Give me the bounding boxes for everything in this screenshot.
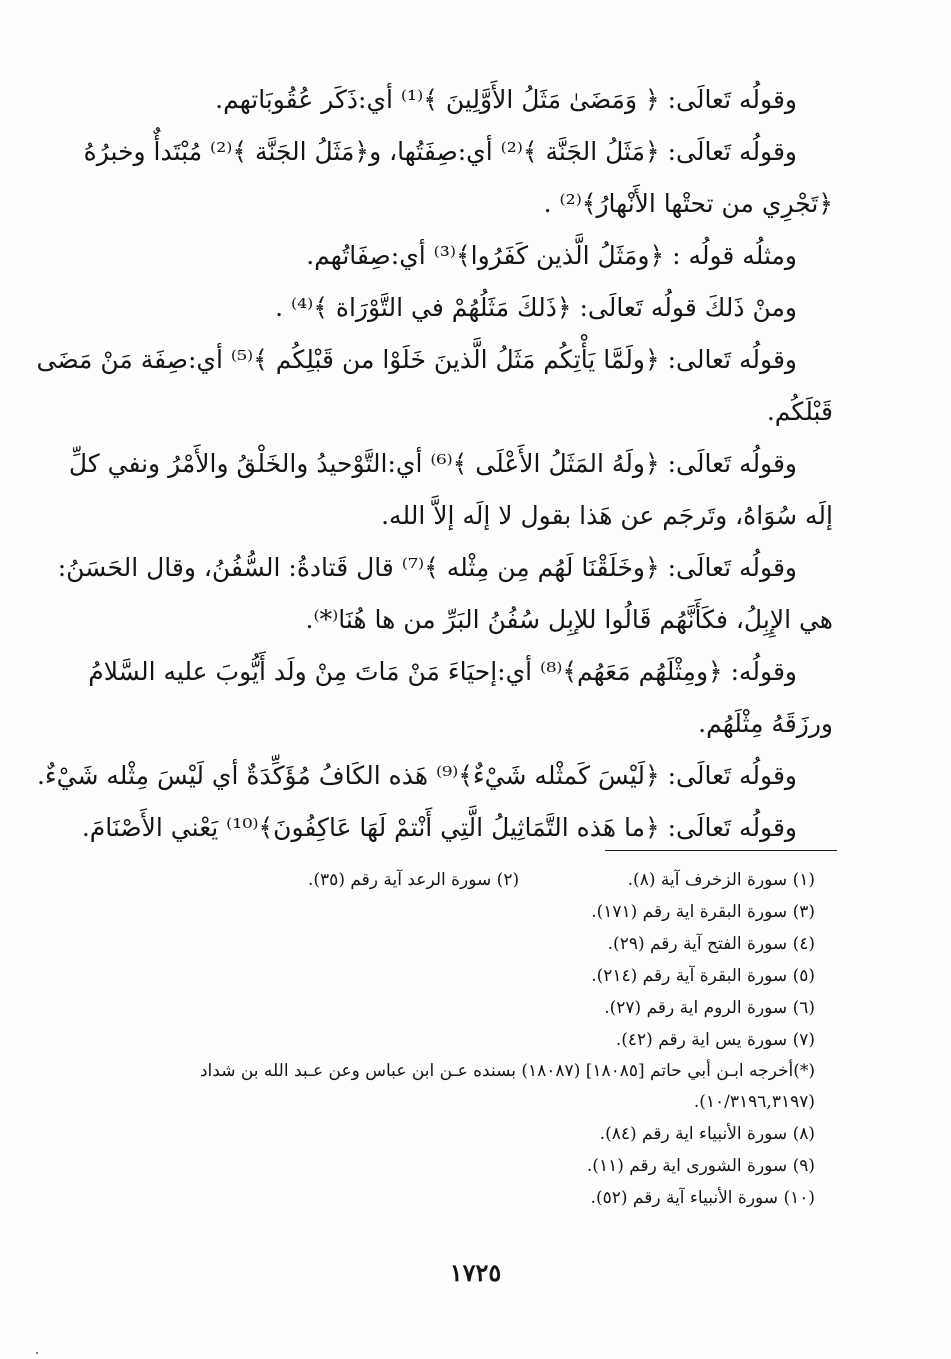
- footnote-3: (٣) سورة البقرة اية رقم (١٧١).: [591, 902, 815, 922]
- text-line-13: ورزَقَهُ مِثْلَهُم.: [698, 709, 833, 738]
- main-text: [36, 74, 833, 854]
- text-line-7: قَبْلَكُم.: [766, 397, 833, 426]
- footnote-4: (٤) سورة الفتح آية رقم (٢٩).: [607, 934, 815, 954]
- footnote-10: (١٠) سورة الأنبياء آية رقم (٥٢).: [590, 1188, 815, 1208]
- footnote-2: (٢) سورة الرعد آية رقم (٣٥).: [308, 870, 520, 890]
- footnote-5: (٥) سورة البقرة آية رقم (٢١٤).: [591, 966, 815, 986]
- text-line-15: وقولُه تَعالَى: ﴿ما هَذه التَّمَاثِيلُ الَّتِي أَنْتمْ لَهَا عَاكِفُونَ﴾⁽¹⁰⁾ يَعْني الأَصْنَامَ.: [81, 813, 797, 842]
- footnote-star: (*)أخرجه ابـن أبي حاتم [١٨٠٨٥] (١٨٠٨٧) بسنده عـن ابن عباس وعن عـبد الله بن شداد (١٠/٣١٩٦,٣١٩٧).: [199, 1061, 815, 1112]
- scan-speck: [36, 1352, 38, 1354]
- text-line-11: هي الإِبِلُ، فكَأَنَّهُم قَالُوا للإبِل سُفُنُ البَرِّ من ها هُنَا⁽*⁾.: [305, 605, 833, 634]
- footnotes: [128, 864, 815, 1214]
- footnote-7: (٧) سورة يس اية رقم (٤٢).: [615, 1030, 815, 1050]
- footnote-9: (٩) سورة الشورى اية رقم (١١).: [586, 1156, 815, 1176]
- text-line-6: وقولُه تَعالى: ﴿ولَمَّا يَأْتِكُم مَثَلُ الَّذينَ خَلَوْا من قَبْلِكُم ﴾⁽⁵⁾ أي:صِفَة مَنْ مَضَى: [36, 345, 797, 374]
- footnote-row: [128, 864, 815, 896]
- footnote-6: (٦) سورة الروم اية رقم (٢٧).: [604, 998, 815, 1018]
- footnote-1: (١) سورة الزخرف آية (٨).: [627, 870, 815, 890]
- text-line-9: إلَه سُوَاهُ، وتَرجَم عن هَذا بقول لا إلَه إلاَّ الله.: [381, 501, 833, 530]
- text-line-1: وقولُه تَعالَى: ﴿ وَمَضَىٰ مَثَلُ الأَوَّلِينَ ﴾⁽¹⁾ أي:ذَكَر عُقُوبَاتهم.: [215, 85, 797, 114]
- footnote-8: (٨) سورة الأنبياء اية رقم (٨٤).: [599, 1124, 815, 1144]
- text-line-14: وقولُه تَعالَى: ﴿لَيْسَ كَمثْله شَيْءٌ﴾⁽⁹⁾ هَذه الكَافُ مُؤَكِّدَةٌ أي لَيْسَ مِثْله شَيْءٌ.: [36, 761, 797, 790]
- text-line-10: وقولُه تَعالَى: ﴿وخَلَقْنَا لَهُم مِن مِثْله ﴾⁽⁷⁾ قال قَتادةُ: السُّفُنُ، وقال الحَسَنُ:: [57, 553, 797, 582]
- text-line-4: ومثلُه قولُه : ﴿ومَثَلُ الَّذين كَفَرُوا﴾⁽³⁾ أي:صِفَاتُهم.: [306, 241, 797, 270]
- text-line-2: وقولُه تَعالَى: ﴿مَثَلُ الجَنَّة ﴾⁽²⁾ أي:صِفَتُها، و﴿مَثَلُ الجَنَّة ﴾⁽²⁾ مُبْتَدأٌ وخبرُهُ: [83, 137, 797, 166]
- text-line-5: ومنْ ذَلكَ قولُه تَعالَى: ﴿ذَلكَ مَثَلُهُمْ في التَّوْرَاة ﴾⁽⁴⁾ .: [275, 293, 797, 322]
- text-line-8: وقولُه تَعالَى: ﴿ولَهُ المَثَلُ الأَعْلَى ﴾⁽⁶⁾ أي:التَّوْحيدُ والخَلْقُ والأَمْرُ ونفي كلِّ: [68, 449, 797, 478]
- text-line-12: وقولُه: ﴿ومِثْلَهُم مَعَهُم﴾⁽⁸⁾ أي:إحيَاءَ مَنْ مَاتَ مِنْ ولَد أَيُّوبَ عليه السَّلامُ: [88, 657, 797, 686]
- footnote-separator: [605, 850, 837, 851]
- text-line-3: ﴿تَجْرِي من تحتْها الأَنْهارُ﴾⁽²⁾ .: [543, 189, 833, 218]
- page-number: ١٧٢٥: [449, 1258, 502, 1287]
